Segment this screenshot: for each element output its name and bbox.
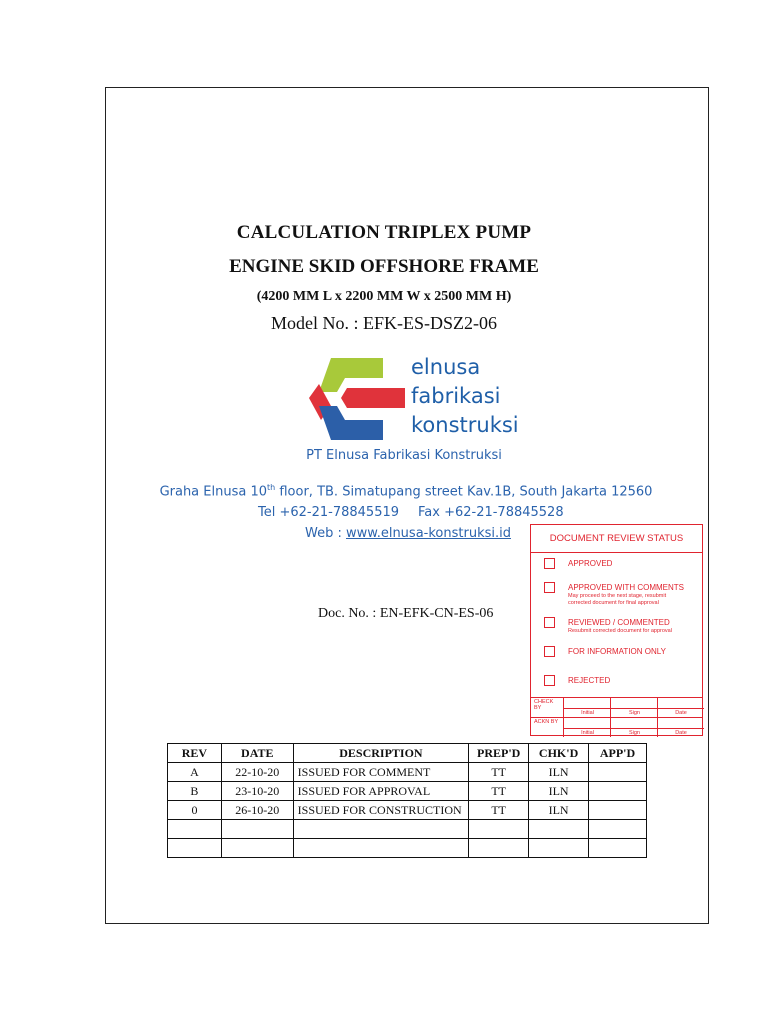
for-information-only-checkbox[interactable]	[544, 646, 555, 657]
revision-table-header	[168, 744, 647, 763]
check-date-field[interactable]	[657, 698, 704, 717]
stamp-title: DOCUMENT REVIEW STATUS	[531, 525, 702, 553]
stamp-option-note: Resubmit corrected document for approval	[568, 628, 672, 634]
table-row	[168, 782, 647, 801]
date-caption: Date	[675, 710, 687, 716]
check-sign-field[interactable]	[610, 698, 658, 717]
company-tel: Tel +62-21-78845519	[258, 505, 400, 520]
company-fax: Fax +62-21-78845528	[418, 505, 564, 520]
check-initial-field[interactable]	[563, 698, 611, 717]
ackn-date-field[interactable]	[657, 718, 704, 737]
stamp-option-label: APPROVED WITH COMMENTS	[568, 583, 685, 592]
stamp-option-label: REJECTED	[568, 676, 611, 685]
sign-caption: Sign	[628, 730, 640, 736]
cell-date: 26-10-20	[221, 801, 293, 820]
initial-caption: Initial	[581, 730, 594, 736]
company-name: PT Elnusa Fabrikasi Konstruksi	[306, 448, 502, 463]
cell-prepd: TT	[469, 782, 529, 801]
cell-rev: 0	[168, 801, 222, 820]
cell-date	[221, 839, 293, 858]
stamp-sign-area	[531, 697, 702, 737]
cell-rev	[168, 839, 222, 858]
cell-chkd: ILN	[529, 782, 589, 801]
stamp-option-label: FOR INFORMATION ONLY	[568, 647, 666, 656]
stamp-option-label: REVIEWED / COMMENTED	[568, 618, 670, 627]
address-post: floor, TB. Simatupang street Kav.1B, South Jakarta 12560	[275, 484, 653, 500]
stamp-ackn-row	[531, 717, 702, 737]
cell-appd	[589, 801, 647, 820]
brand-line3: konstruksi	[411, 413, 519, 437]
check-by-label: CHECK BY	[534, 699, 554, 711]
cell-chkd: ILN	[529, 801, 589, 820]
stamp-option-label: APPROVED	[568, 559, 613, 568]
col-header-prepd: PREP'D	[469, 744, 529, 763]
company-web	[305, 526, 511, 541]
cell-prepd: TT	[469, 763, 529, 782]
cell-appd	[589, 839, 647, 858]
sign-caption: Sign	[628, 710, 640, 716]
approved-checkbox[interactable]	[544, 558, 555, 569]
cell-appd	[589, 820, 647, 839]
approved-with-comments-checkbox[interactable]	[544, 582, 555, 593]
stamp-option-note: corrected document for final approval	[568, 600, 659, 606]
col-header-date: DATE	[221, 744, 293, 763]
stamp-option-note: May proceed to the next stage, resubmit	[568, 593, 667, 599]
table-row	[168, 839, 647, 858]
table-row	[168, 801, 647, 820]
cell-description: ISSUED FOR APPROVAL	[293, 782, 469, 801]
brand-line2: fabrikasi	[411, 384, 501, 408]
col-header-appd: APP'D	[589, 744, 647, 763]
company-address	[0, 483, 768, 499]
date-caption: Date	[675, 730, 687, 736]
rejected-checkbox[interactable]	[544, 675, 555, 686]
cell-chkd	[529, 839, 589, 858]
table-row	[168, 820, 647, 839]
document-title-line2: ENGINE SKID OFFSHORE FRAME	[229, 256, 539, 277]
web-link[interactable]: www.elnusa-konstruksi.id	[346, 526, 511, 541]
document-number: Doc. No. : EN-EFK-CN-ES-06	[318, 606, 494, 621]
cell-description: ISSUED FOR COMMENT	[293, 763, 469, 782]
document-review-stamp	[530, 524, 703, 736]
stamp-check-row	[531, 698, 702, 717]
cell-chkd: ILN	[529, 763, 589, 782]
address-sup: th	[267, 483, 276, 492]
cell-description	[293, 839, 469, 858]
col-header-rev: REV	[168, 744, 222, 763]
brand-line1: elnusa	[411, 355, 481, 379]
document-title-line1: CALCULATION TRIPLEX PUMP	[236, 222, 532, 243]
ackn-initial-field[interactable]	[563, 718, 611, 737]
elnusa-logo-icon	[309, 354, 405, 440]
cell-prepd	[469, 820, 529, 839]
frame-dimensions: (4200 MM L x 2200 MM W x 2500 MM H)	[256, 289, 512, 304]
cell-description	[293, 820, 469, 839]
web-label: Web :	[305, 526, 346, 541]
cell-prepd	[469, 839, 529, 858]
cell-prepd: TT	[469, 801, 529, 820]
cell-description: ISSUED FOR CONSTRUCTION	[293, 801, 469, 820]
ackn-by-label: ACKN BY	[534, 719, 559, 725]
address-pre: Graha Elnusa 10	[159, 484, 268, 500]
brand-wordmark	[411, 353, 519, 440]
table-row	[168, 763, 647, 782]
model-number: Model No. : EFK-ES-DSZ2-06	[271, 313, 497, 333]
reviewed-commented-checkbox[interactable]	[544, 617, 555, 628]
revision-table	[167, 743, 647, 858]
cell-appd	[589, 763, 647, 782]
cell-rev: B	[168, 782, 222, 801]
cell-appd	[589, 782, 647, 801]
initial-caption: Initial	[581, 710, 594, 716]
cell-chkd	[529, 820, 589, 839]
cell-rev	[168, 820, 222, 839]
cell-date: 22-10-20	[221, 763, 293, 782]
cell-rev: A	[168, 763, 222, 782]
cell-date	[221, 820, 293, 839]
col-header-description: DESCRIPTION	[293, 744, 469, 763]
col-header-chkd: CHK'D	[529, 744, 589, 763]
ackn-sign-field[interactable]	[610, 718, 658, 737]
cell-date: 23-10-20	[221, 782, 293, 801]
